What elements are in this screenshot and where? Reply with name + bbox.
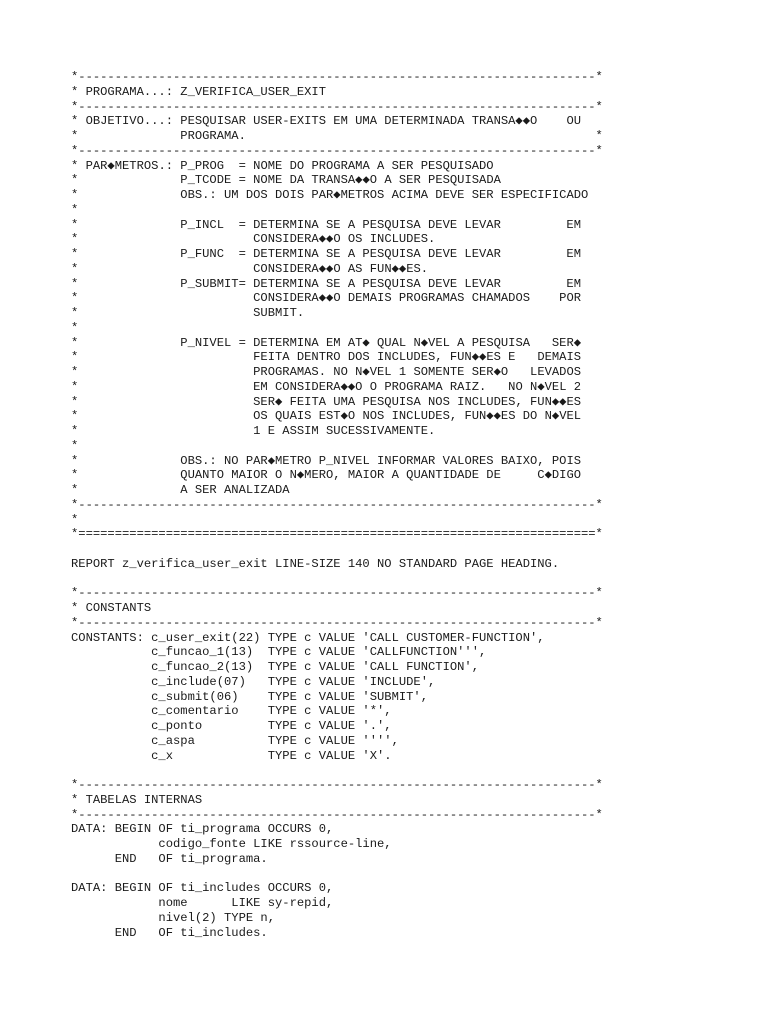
code-line: * 1 E ASSIM SUCESSIVAMENTE. — [71, 424, 436, 438]
code-line: * P_NIVEL = DETERMINA EM AT◆ QUAL N◆VEL A PESQUISA SER◆ — [71, 335, 582, 350]
code-line: c_funcao_2(13) TYPE c VALUE 'CALL FUNCTION', — [71, 660, 479, 674]
code-line — [71, 572, 603, 587]
code-line: nivel(2) TYPE n, — [71, 910, 275, 925]
code-line: *-----------------------------------------------------------------------* — [71, 807, 603, 822]
code-line: DATA: BEGIN OF ti_includes OCCURS 0, — [71, 881, 334, 896]
code-line: *-----------------------------------------------------------------------* — [71, 778, 603, 792]
code-line: * PROGRAMA. * — [71, 129, 603, 143]
code-line: c_comentario TYPE c VALUE '*', — [71, 704, 392, 719]
code-line: *-----------------------------------------------------------------------* — [71, 586, 603, 601]
code-line: * — [71, 202, 79, 217]
code-line: * OBS.: NO PAR◆METRO P_NIVEL INFORMAR VALORES BAIXO, POIS — [71, 453, 582, 468]
code-line: END OF ti_programa. — [71, 851, 268, 866]
code-line: * — [71, 320, 79, 335]
code-line: codigo_fonte LIKE rssource-line, — [71, 837, 392, 851]
code-line: c_ponto TYPE c VALUE '.', — [71, 719, 392, 733]
code-line: c_funcao_1(13) TYPE c VALUE 'CALLFUNCTION''', — [71, 645, 487, 660]
code-line: c_aspa TYPE c VALUE '''', — [71, 733, 399, 748]
code-line — [71, 763, 603, 778]
code-line: * TABELAS INTERNAS — [71, 792, 203, 807]
code-line: *-----------------------------------------------------------------------* — [71, 615, 603, 630]
code-line: * PROGRAMAS. NO N◆VEL 1 SOMENTE SER◆O LEVADOS — [71, 365, 582, 379]
code-line: * CONSTANTS — [71, 601, 152, 615]
abap-source-code — [71, 70, 603, 940]
code-line: * — [71, 512, 79, 527]
code-line: END OF ti_includes. — [71, 925, 268, 940]
code-line: nome LIKE sy-repid, — [71, 896, 334, 910]
code-line — [71, 867, 603, 882]
code-line: c_include(07) TYPE c VALUE 'INCLUDE', — [71, 674, 436, 689]
code-line — [71, 542, 603, 557]
code-line: *-----------------------------------------------------------------------* — [71, 497, 603, 512]
code-line: * PAR◆METROS.: P_PROG = NOME DO PROGRAMA A SER PESQUISADO — [71, 158, 494, 173]
code-line: * OS QUAIS EST◆O NOS INCLUDES, FUN◆◆ES DO N◆VEL — [71, 409, 582, 424]
code-line: * CONSIDERA◆◆O DEMAIS PROGRAMAS CHAMADOS POR — [71, 291, 582, 306]
code-line: * OBJETIVO...: PESQUISAR USER-EXITS EM UMA DETERMINADA TRANSA◆◆O OU — [71, 114, 582, 129]
code-line: * P_FUNC = DETERMINA SE A PESQUISA DEVE LEVAR EM — [71, 247, 581, 261]
code-line: * P_SUBMIT= DETERMINA SE A PESQUISA DEVE LEVAR EM — [71, 276, 581, 291]
code-line: * FEITA DENTRO DOS INCLUDES, FUN◆◆ES E DEMAIS — [71, 350, 582, 365]
code-line: DATA: BEGIN OF ti_programa OCCURS 0, — [71, 822, 334, 837]
code-line: * CONSIDERA◆◆O OS INCLUDES. — [71, 232, 436, 247]
code-line: c_submit(06) TYPE c VALUE 'SUBMIT', — [71, 689, 428, 704]
code-line: * PROGRAMA...: Z_VERIFICA_USER_EXIT — [71, 84, 326, 99]
code-line: CONSTANTS: c_user_exit(22) TYPE c VALUE 'CALL CUSTOMER-FUNCTION', — [71, 630, 545, 645]
code-line: * — [71, 438, 79, 453]
code-line: * P_TCODE = NOME DA TRANSA◆◆O A SER PESQUISADA — [71, 173, 501, 188]
code-line: * A SER ANALIZADA — [71, 483, 290, 497]
code-line: REPORT z_verifica_user_exit LINE-SIZE 140 NO STANDARD PAGE HEADING. — [71, 556, 560, 571]
code-line: *-----------------------------------------------------------------------* — [71, 70, 603, 84]
code-line: * EM CONSIDERA◆◆O O PROGRAMA RAIZ. NO N◆VEL 2 — [71, 379, 582, 394]
code-line: *=======================================================================* — [71, 527, 603, 542]
code-line: * SUBMIT. — [71, 306, 305, 320]
code-line: * SER◆ FEITA UMA PESQUISA NOS INCLUDES, FUN◆◆ES — [71, 394, 582, 409]
code-line: * OBS.: UM DOS DOIS PAR◆METROS ACIMA DEVE SER ESPECIFICADO — [71, 188, 589, 202]
code-line: * QUANTO MAIOR O N◆MERO, MAIOR A QUANTIDADE DE C◆DIGO — [71, 468, 582, 483]
code-line: c_x TYPE c VALUE 'X'. — [71, 748, 392, 763]
code-line: *-----------------------------------------------------------------------* — [71, 99, 603, 114]
code-line: * CONSIDERA◆◆O AS FUN◆◆ES. — [71, 261, 429, 276]
code-line: *-----------------------------------------------------------------------* — [71, 143, 603, 158]
code-line: * P_INCL = DETERMINA SE A PESQUISA DEVE LEVAR EM — [71, 217, 581, 232]
